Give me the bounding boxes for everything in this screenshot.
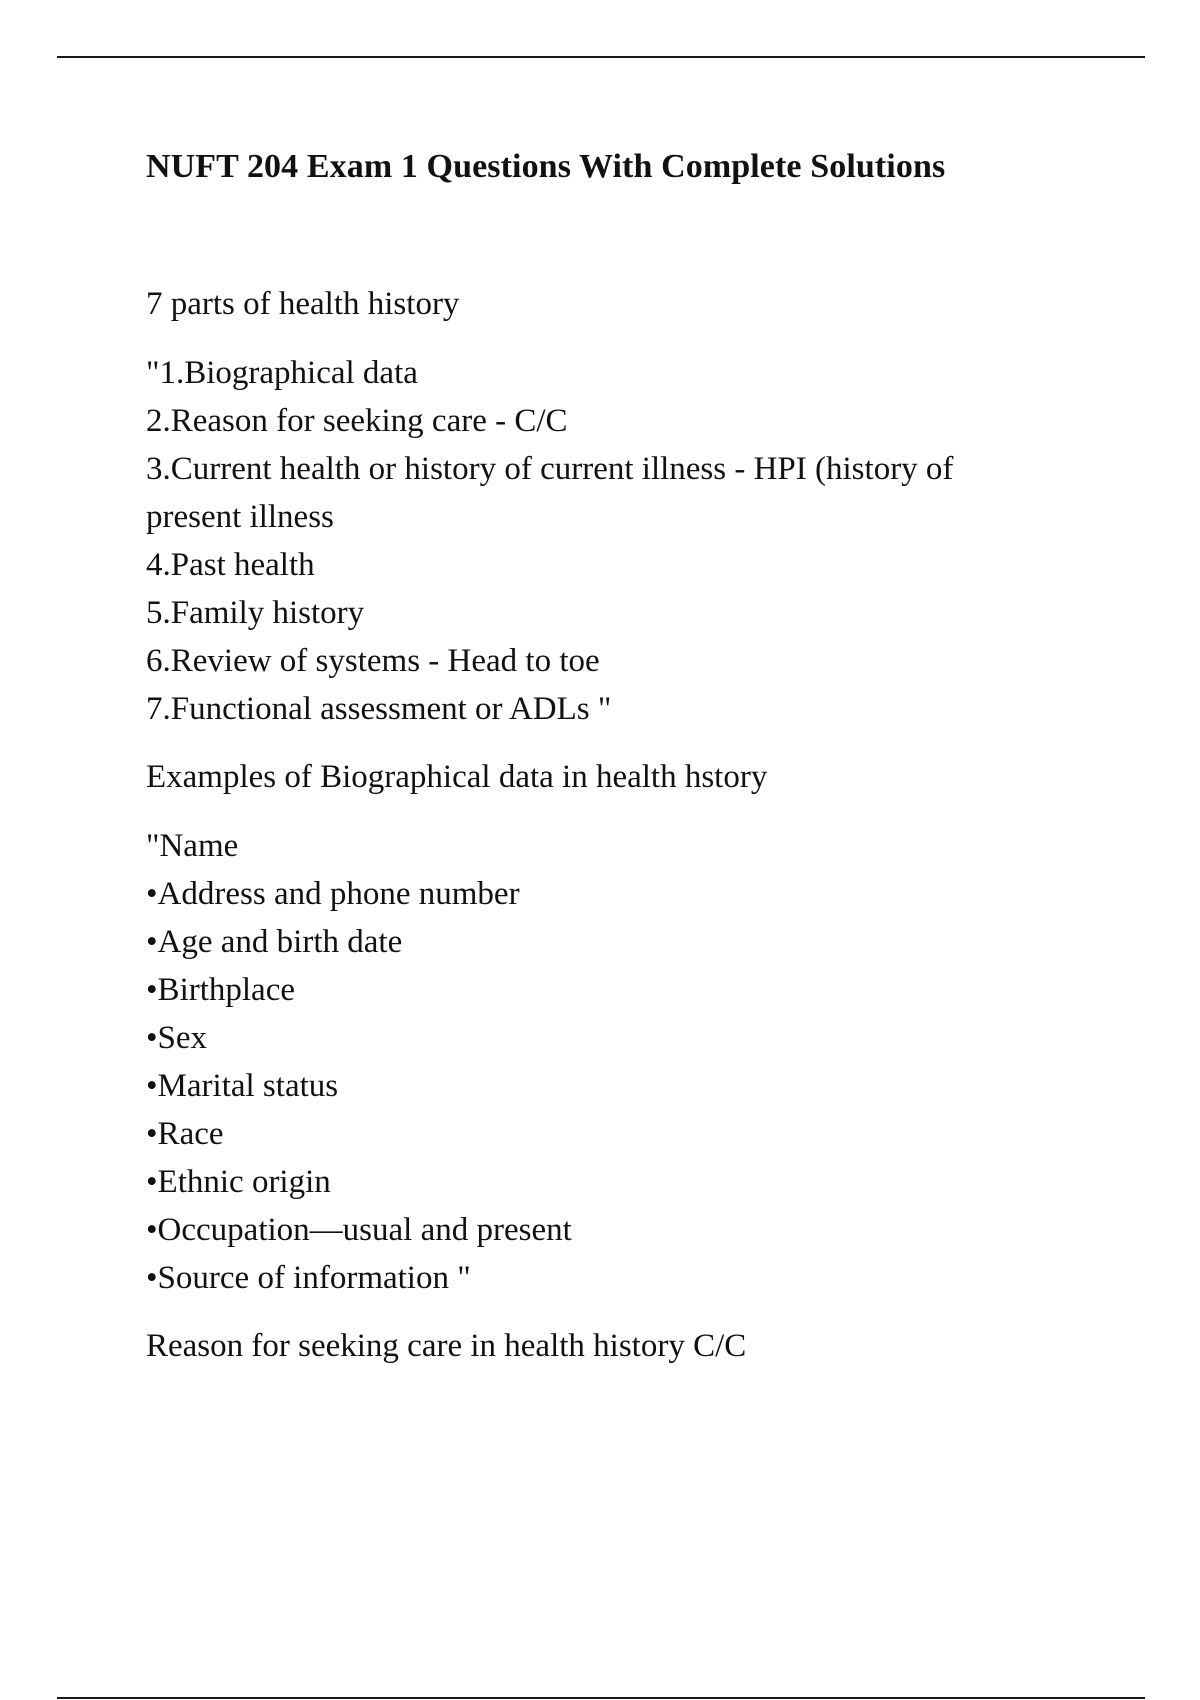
answer-line: •Age and birth date [146,924,403,960]
answer-2 [146,822,1066,1302]
answer-line: present illness [146,499,334,535]
question-3: Reason for seeking care in health history C/C [146,1328,747,1364]
answer-line: •Address and phone number [146,876,520,912]
answer-line: 2.Reason for seeking care - C/C [146,403,568,439]
answer-line: •Sex [146,1020,208,1056]
bottom-divider [57,1697,1145,1699]
answer-line: 5.Family history [146,595,365,631]
answer-line: •Marital status [146,1068,339,1104]
answer-line: 6.Review of systems - Head to toe [146,643,600,679]
top-divider [57,56,1145,58]
answer-1 [146,349,1066,733]
question-1: 7 parts of health history [146,286,460,322]
answer-line: •Source of information " [146,1260,471,1296]
question-2: Examples of Biographical data in health hstory [146,759,768,795]
page-title: NUFT 204 Exam 1 Questions With Complete Solutions [146,148,946,185]
answer-line: 7.Functional assessment or ADLs " [146,691,612,727]
answer-line: •Occupation—usual and present [146,1212,572,1248]
answer-line: •Race [146,1116,224,1152]
answer-line: •Ethnic origin [146,1164,331,1200]
answer-line: 4.Past health [146,547,315,583]
answer-line: "Name [146,828,239,864]
answer-line: •Birthplace [146,972,295,1008]
answer-line: "1.Biographical data [146,355,418,391]
answer-line: 3.Current health or history of current illness - HPI (history of [146,451,954,487]
